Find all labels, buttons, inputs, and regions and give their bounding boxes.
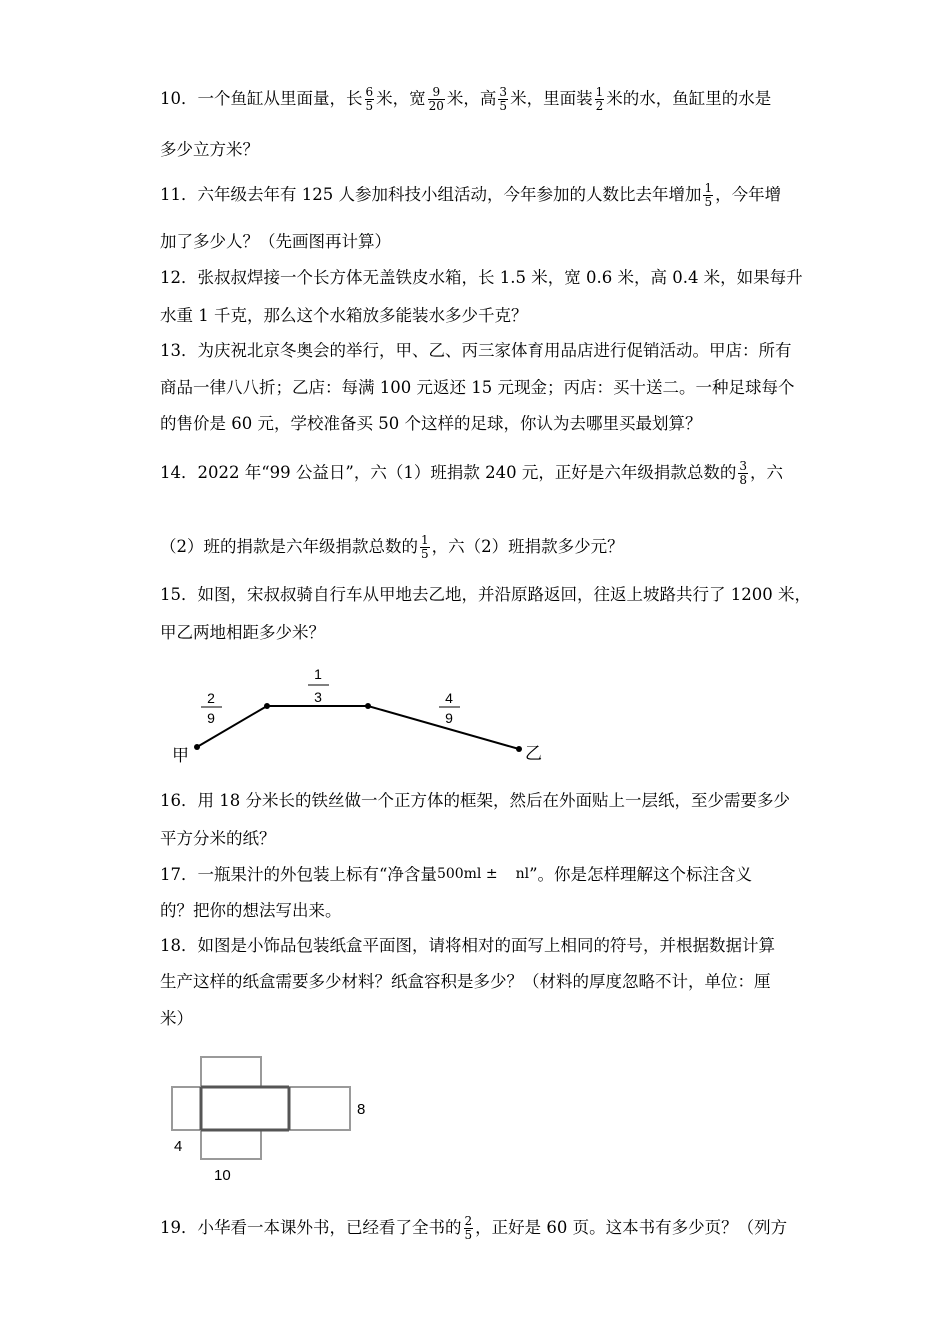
fraction-numerator: 3 bbox=[499, 85, 508, 99]
fraction-denominator: 5 bbox=[464, 1228, 473, 1242]
q17-volume: 500ml ± bbox=[436, 866, 498, 882]
q11-fraction bbox=[703, 182, 713, 209]
point-turn-1 bbox=[264, 703, 270, 709]
q11-line1 bbox=[160, 182, 781, 209]
fraction-denominator: 2 bbox=[595, 99, 604, 113]
label-yi: 乙 bbox=[525, 744, 542, 763]
q10-fraction-width bbox=[428, 86, 445, 113]
q17-line2: 的？把你的想法写出来。 bbox=[160, 901, 342, 920]
fraction-denominator: 5 bbox=[704, 195, 713, 209]
fraction-denominator: 20 bbox=[428, 99, 444, 113]
label-height: 8 bbox=[357, 1101, 366, 1118]
q18-line1: 18．如图是小饰品包装纸盒平面图，请将相对的面写上相同的符号，并根据数据计算 bbox=[160, 936, 775, 955]
net-face-top bbox=[201, 1057, 261, 1087]
q15-line2: 甲乙两地相距多少米？ bbox=[160, 623, 325, 642]
fraction-denominator: 5 bbox=[421, 547, 429, 561]
q14-fraction-2 bbox=[420, 534, 430, 561]
q14-text-2: ，六 bbox=[749, 463, 783, 482]
q15-line1: 15．如图，宋叔叔骑自行车从甲地去乙地，并沿原路返回，往返上坡路共行了 1200 米， bbox=[160, 585, 811, 604]
q12-line2: 水重 1 千克，那么这个水箱放多能装水多少千克？ bbox=[160, 306, 528, 325]
net-face-left bbox=[172, 1087, 201, 1130]
q10-line2: 多少立方米？ bbox=[160, 140, 259, 159]
q19-text-2: ，正好是 60 页。这本书有多少页？（列方 bbox=[475, 1218, 788, 1237]
q11-line2: 加了多少人？（先画图再计算） bbox=[160, 232, 391, 251]
q18-line3: 米） bbox=[160, 1009, 193, 1028]
q19-text-1: 19．小华看一本课外书，已经看了全书的 bbox=[160, 1218, 462, 1237]
q13-line2: 商品一律八八折；乙店：每满 100 元返还 15 元现金；丙店：买十送二。一种足球每个 bbox=[160, 378, 795, 397]
q17-tolerance-unit: nl bbox=[515, 866, 530, 882]
fraction-numerator: 2 bbox=[464, 1214, 473, 1228]
q10-text-2: 米，宽 bbox=[376, 89, 426, 108]
q10-fraction-length bbox=[365, 86, 375, 113]
q19-line1 bbox=[160, 1215, 787, 1242]
fraction-numerator: 1 bbox=[704, 181, 713, 195]
fraction-numerator: 3 bbox=[739, 459, 747, 473]
q18-box-net-figure bbox=[160, 1045, 380, 1190]
q12-line1: 12．张叔叔焊接一个长方体无盖铁皮水箱，长 1.5 米，宽 0.6 米，高 0.4 米，如果每升 bbox=[160, 268, 803, 287]
seg3-numerator: 4 bbox=[445, 690, 453, 706]
q10-text-3: 米，高 bbox=[446, 89, 497, 108]
q14-fraction-1 bbox=[738, 460, 748, 487]
q15-route-figure bbox=[160, 660, 560, 775]
q10-fraction-height bbox=[498, 86, 508, 113]
q19-fraction bbox=[464, 1215, 474, 1242]
net-face-bottom bbox=[201, 1130, 261, 1159]
q10-line1 bbox=[160, 86, 771, 113]
net-face-right bbox=[289, 1087, 350, 1130]
q10-text-1: 10．一个鱼缸从里面量，长 bbox=[160, 89, 363, 108]
q16-line2: 平方分米的纸？ bbox=[160, 829, 276, 848]
q13-line1: 13．为庆祝北京冬奥会的举行，甲、乙、丙三家体育用品店进行促销活动。甲店：所有 bbox=[160, 341, 792, 360]
q18-line2: 生产这样的纸盒需要多少材料？纸盒容积是多少？（材料的厚度忽略不计，单位：厘 bbox=[160, 972, 771, 991]
fraction-numerator: 1 bbox=[421, 533, 429, 547]
q17-text-1: 17．一瓶果汁的外包装上标有“净含量 bbox=[160, 865, 437, 884]
net-face-front bbox=[201, 1087, 289, 1130]
q14-line1 bbox=[160, 460, 783, 487]
point-jia bbox=[194, 744, 200, 750]
point-yi bbox=[516, 746, 522, 752]
seg3-denominator: 9 bbox=[445, 710, 453, 726]
fraction-denominator: 8 bbox=[739, 473, 747, 487]
label-jia: 甲 bbox=[172, 746, 189, 765]
q17-line1 bbox=[160, 862, 752, 887]
q14-line2 bbox=[160, 534, 624, 561]
fraction-numerator: 1 bbox=[595, 85, 604, 99]
fraction-denominator: 5 bbox=[499, 99, 508, 113]
seg2-denominator: 3 bbox=[314, 689, 322, 705]
q17-text-2: ”。你是怎样理解这个标注含义 bbox=[529, 865, 753, 884]
q14-text-3: （2）班的捐款是六年级捐款总数的 bbox=[160, 537, 418, 556]
fraction-numerator: 6 bbox=[365, 85, 374, 99]
q14-text-4: ，六（2）班捐款多少元？ bbox=[431, 537, 624, 556]
fraction-denominator: 5 bbox=[365, 99, 374, 113]
q10-text-4: 米，里面装 bbox=[510, 89, 593, 108]
label-length: 10 bbox=[214, 1167, 231, 1184]
q14-text-1: 14．2022 年“99 公益日”，六（1）班捐款 240 元，正好是六年级捐款总数的 bbox=[160, 463, 737, 482]
fraction-numerator: 9 bbox=[432, 85, 441, 99]
q11-text-1: 11．六年级去年有 125 人参加科技小组活动，今年参加的人数比去年增加 bbox=[160, 185, 702, 204]
q10-text-5: 米的水，鱼缸里的水是 bbox=[606, 89, 772, 108]
seg2-numerator: 1 bbox=[314, 666, 322, 682]
q13-line3: 的售价是 60 元，学校准备买 50 个这样的足球，你认为去哪里买最划算？ bbox=[160, 414, 702, 433]
route-line bbox=[197, 706, 519, 749]
seg1-denominator: 9 bbox=[207, 710, 215, 726]
seg1-numerator: 2 bbox=[207, 690, 215, 706]
q11-text-2: ，今年增 bbox=[715, 185, 782, 204]
q16-line1: 16．用 18 分米长的铁丝做一个正方体的框架，然后在外面贴上一层纸，至少需要多少 bbox=[160, 791, 790, 810]
point-turn-2 bbox=[365, 703, 371, 709]
q10-fraction-water bbox=[595, 86, 605, 113]
label-width: 4 bbox=[174, 1138, 183, 1155]
